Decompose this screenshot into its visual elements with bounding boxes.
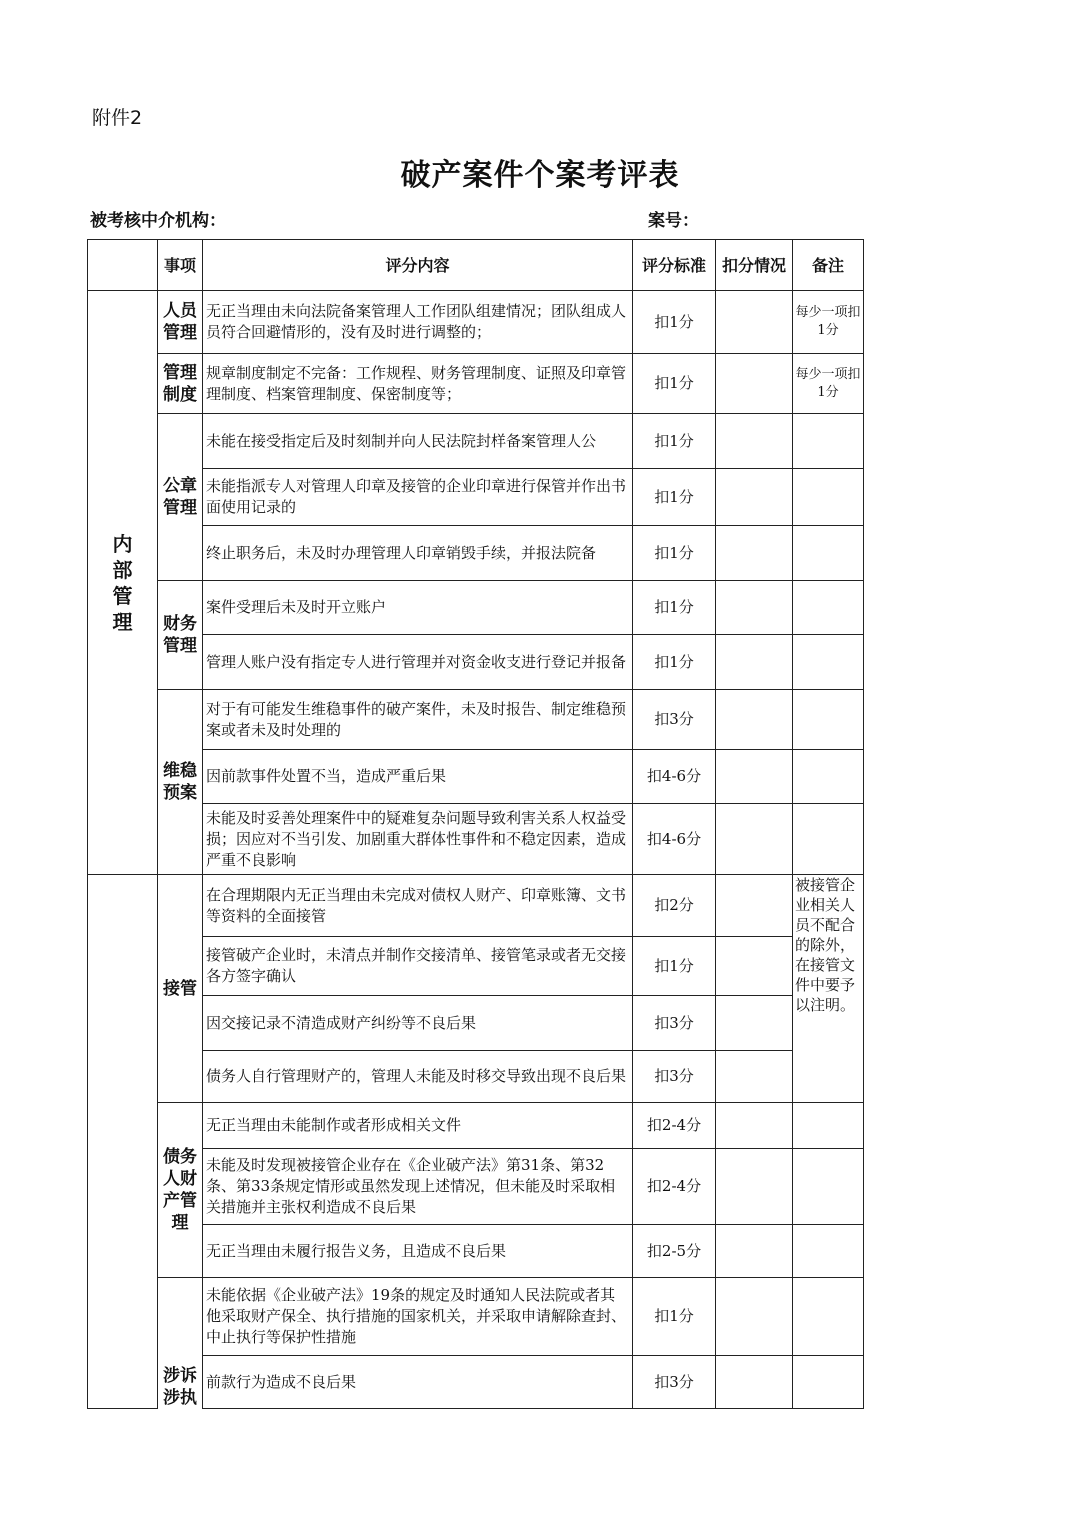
row-deduction[interactable]: [716, 291, 793, 354]
row-deduction[interactable]: [716, 1103, 793, 1149]
row-deduction[interactable]: [716, 937, 793, 996]
row-deduction[interactable]: [716, 1225, 793, 1278]
row-content: 因前款事件处置不当，造成严重后果: [203, 750, 633, 804]
subcategory-takeover: 接管: [158, 875, 203, 1103]
row-remark: 每少一项扣1分: [793, 291, 864, 354]
subcategory-litigation: 涉诉涉执: [158, 1278, 203, 1409]
row-deduction[interactable]: [716, 354, 793, 414]
row-deduction[interactable]: [716, 581, 793, 635]
row-content: 对于有可能发生维稳事件的破产案件，未及时报告、制定维稳预案或者未及时处理的: [203, 690, 633, 750]
row-deduction[interactable]: [716, 526, 793, 581]
row-remark: [793, 1356, 864, 1409]
row-content: 终止职务后，未及时办理管理人印章销毁手续，并报法院备: [203, 526, 633, 581]
row-deduction[interactable]: [716, 996, 793, 1051]
row-remark: [793, 1278, 864, 1356]
row-content: 因交接记录不清造成财产纠纷等不良后果: [203, 996, 633, 1051]
row-deduction[interactable]: [716, 635, 793, 690]
header-item: 事项: [158, 240, 203, 291]
row-score: 扣3分: [633, 996, 716, 1051]
row-remark: [793, 1225, 864, 1278]
table-row: [88, 1278, 864, 1356]
subcategory-finance: 财务管理: [158, 581, 203, 690]
row-content: 无正当理由未向法院备案管理人工作团队组建情况；团队组成人员符合回避情形的，没有及时进行调整的；: [203, 291, 633, 354]
table-row: [88, 1103, 864, 1149]
row-remark: [793, 635, 864, 690]
row-remark-takeover: 被接管企业相关人员不配合的除外，在接管文件中要予以注明。: [793, 875, 864, 1103]
row-content: 未能及时妥善处理案件中的疑难复杂问题导致利害关系人权益受损；因应对不当引发、加剧重大群体性事件和不稳定因素，造成严重不良影响: [203, 804, 633, 875]
row-deduction[interactable]: [716, 1149, 793, 1225]
row-deduction[interactable]: [716, 804, 793, 875]
row-score: 扣2-5分: [633, 1225, 716, 1278]
row-content: 案件受理后未及时开立账户: [203, 581, 633, 635]
row-content: 管理人账户没有指定专人进行管理并对资金收支进行登记并报备: [203, 635, 633, 690]
row-content: 未能及时发现被接管企业存在《企业破产法》第31条、第32条、第33条规定情形或虽然发现上述情况，但未能及时采取相关措施并主张权利造成不良后果: [203, 1149, 633, 1225]
subcategory-stability: 维稳预案: [158, 690, 203, 875]
row-remark: [793, 804, 864, 875]
row-content: 债务人自行管理财产的，管理人未能及时移交导致出现不良后果: [203, 1051, 633, 1103]
row-score: 扣3分: [633, 1051, 716, 1103]
row-content: 无正当理由未能制作或者形成相关文件: [203, 1103, 633, 1149]
table-row: [88, 690, 864, 750]
table-row: [88, 996, 864, 1051]
table-row: [88, 526, 864, 581]
header-content: 评分内容: [203, 240, 633, 291]
row-content: 在合理期限内无正当理由未完成对债权人财产、印章账簿、文书等资料的全面接管: [203, 875, 633, 937]
row-score: 扣4-6分: [633, 750, 716, 804]
subcategory-rules: 管理制度: [158, 354, 203, 414]
table-row: [88, 291, 864, 354]
row-remark: [793, 1149, 864, 1225]
row-content: 未能在接受指定后及时刻制并向人民法院封样备案管理人公: [203, 414, 633, 469]
row-content: 接管破产企业时，未清点并制作交接清单、接管笔录或者无交接各方签字确认: [203, 937, 633, 996]
page-title: 破产案件个案考评表: [400, 158, 680, 193]
row-content: 未能依据《企业破产法》19条的规定及时通知人民法院或者其他采取财产保全、执行措施的国家机关，并采取申请解除查封、中止执行等保护性措施: [203, 1278, 633, 1356]
row-score: 扣1分: [633, 354, 716, 414]
row-score: 扣2-4分: [633, 1103, 716, 1149]
row-remark: [793, 581, 864, 635]
row-content: 规章制度制定不完备：工作规程、财务管理制度、证照及印章管理制度、档案管理制度、保密制度等；: [203, 354, 633, 414]
row-deduction[interactable]: [716, 414, 793, 469]
row-score: 扣3分: [633, 1356, 716, 1409]
evaluation-table: [87, 239, 864, 1409]
org-label: 被考核中介机构：: [90, 211, 226, 231]
table-row: [88, 1051, 864, 1103]
row-score: 扣1分: [633, 581, 716, 635]
row-remark: [793, 414, 864, 469]
table-row: [88, 469, 864, 526]
table-row: [88, 354, 864, 414]
table-row: [88, 635, 864, 690]
header-remark: 备注: [793, 240, 864, 291]
category-internal: 内部管理: [88, 291, 158, 875]
table-row: [88, 1356, 864, 1409]
row-deduction[interactable]: [716, 1051, 793, 1103]
table-row: [88, 804, 864, 875]
case-number-label: 案号：: [648, 211, 699, 231]
table-row: [88, 414, 864, 469]
header-standard: 评分标准: [633, 240, 716, 291]
table-row: [88, 581, 864, 635]
row-deduction[interactable]: [716, 1356, 793, 1409]
header-blank: [88, 240, 158, 291]
row-remark: [793, 469, 864, 526]
row-remark: 每少一项扣1分: [793, 354, 864, 414]
subcategory-debtor-property: 债务人财产管理: [158, 1103, 203, 1278]
table-row: [88, 875, 864, 937]
row-deduction[interactable]: [716, 1278, 793, 1356]
row-remark: [793, 1103, 864, 1149]
row-score: 扣2分: [633, 875, 716, 937]
row-deduction[interactable]: [716, 875, 793, 937]
row-content: 前款行为造成不良后果: [203, 1356, 633, 1409]
table-row: [88, 937, 864, 996]
row-deduction[interactable]: [716, 469, 793, 526]
category-blank: [88, 875, 158, 1409]
subcategory-personnel: 人员管理: [158, 291, 203, 354]
row-score: 扣3分: [633, 690, 716, 750]
row-score: 扣1分: [633, 1278, 716, 1356]
row-score: 扣1分: [633, 469, 716, 526]
row-content: 无正当理由未履行报告义务，且造成不良后果: [203, 1225, 633, 1278]
row-score: 扣1分: [633, 526, 716, 581]
header-deduction: 扣分情况: [716, 240, 793, 291]
row-remark: [793, 690, 864, 750]
table-row: [88, 750, 864, 804]
table-header-row: [88, 240, 864, 291]
subcategory-seal: 公章管理: [158, 414, 203, 581]
row-score: 扣1分: [633, 414, 716, 469]
row-score: 扣1分: [633, 291, 716, 354]
row-remark: [793, 750, 864, 804]
row-score: 扣4-6分: [633, 804, 716, 875]
row-remark: [793, 526, 864, 581]
row-deduction[interactable]: [716, 750, 793, 804]
row-content: 未能指派专人对管理人印章及接管的企业印章进行保管并作出书面使用记录的: [203, 469, 633, 526]
table-row: [88, 1149, 864, 1225]
row-score: 扣2-4分: [633, 1149, 716, 1225]
row-score: 扣1分: [633, 937, 716, 996]
table-row: [88, 1225, 864, 1278]
row-score: 扣1分: [633, 635, 716, 690]
attachment-label: 附件2: [92, 107, 143, 129]
row-deduction[interactable]: [716, 690, 793, 750]
